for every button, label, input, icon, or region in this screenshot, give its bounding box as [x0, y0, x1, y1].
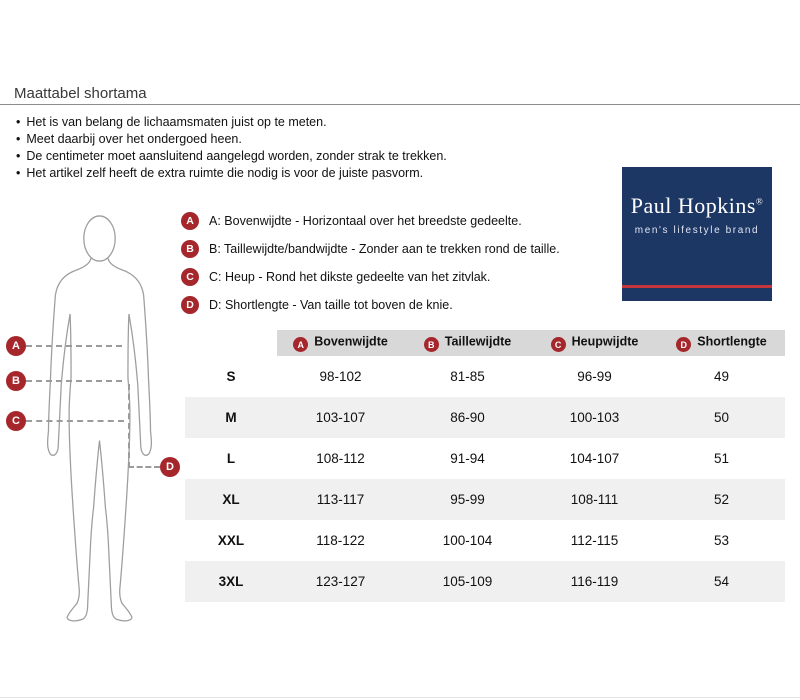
legend-item-c	[181, 267, 560, 286]
cell-value: 103-107	[315, 410, 366, 425]
page-bottom-border	[0, 697, 800, 698]
cell-value: 96-99	[577, 369, 612, 384]
cell-value: 81-85	[450, 369, 485, 384]
legend-item-d	[181, 295, 560, 314]
legend-text-d: D: Shortlengte - Van taille tot boven de knie.	[209, 297, 453, 312]
logo-red-line	[622, 285, 772, 288]
body-silhouette	[22, 213, 177, 625]
registered-mark: ®	[755, 196, 764, 207]
cell-value: 108-112	[316, 451, 365, 466]
cell-value: 91-94	[450, 451, 485, 466]
header-badge-d: D	[676, 337, 691, 352]
head-outline	[84, 216, 115, 261]
cell-value: 95-99	[450, 492, 485, 507]
cell-value: 100-103	[569, 410, 620, 425]
legend-item-a	[181, 211, 560, 230]
note-item: • Meet daarbij over het ondergoed heen.	[16, 131, 447, 148]
header-cell-shortlengte	[658, 330, 785, 356]
cell-value: 86-90	[450, 410, 485, 425]
legend-badge-a: A	[181, 212, 199, 230]
cell-value: 98-102	[319, 369, 362, 384]
cell-size: M	[225, 410, 237, 425]
header-label-heupwijdte: Heupwijdte	[571, 334, 639, 349]
brand-name	[622, 193, 772, 219]
cell-value: 123-127	[315, 574, 366, 589]
header-cell-taillewijdte	[404, 330, 531, 356]
cell-value: 112-115	[570, 533, 619, 548]
measurement-legend	[181, 211, 560, 323]
cell-value: 105-109	[442, 574, 493, 589]
legend-text-a: A: Bovenwijdte - Horizontaal over het breedste gedeelte.	[209, 213, 522, 228]
table-row-l	[185, 438, 785, 479]
cell-value: 116-119	[570, 574, 619, 589]
table-header-row	[185, 330, 785, 356]
measure-line-c	[26, 420, 124, 422]
cell-value: 113-117	[316, 492, 365, 507]
note-item: • Het artikel zelf heeft de extra ruimte die nodig is voor de juiste pasvorm.	[16, 165, 447, 182]
cell-value: 52	[713, 492, 730, 507]
cell-value: 100-104	[442, 533, 493, 548]
header-cell-heupwijdte	[531, 330, 658, 356]
header-badge-a: A	[293, 337, 308, 352]
cell-value: 51	[713, 451, 730, 466]
page-title: Maattabel shortama	[14, 85, 147, 102]
legend-text-b: B: Taillewijdte/bandwijdte - Zonder aan te trekken rond de taille.	[209, 241, 560, 256]
cell-value: 104-107	[569, 451, 620, 466]
header-label-bovenwijdte: Bovenwijdte	[314, 334, 388, 349]
table-row-m	[185, 397, 785, 438]
note-item: • Het is van belang de lichaamsmaten juist op te meten.	[16, 114, 447, 131]
legend-badge-c: C	[181, 268, 199, 286]
measurement-notes	[16, 114, 447, 182]
cell-size: XL	[222, 492, 240, 507]
cell-value: 54	[713, 574, 730, 589]
header-cell-bovenwijdte	[277, 330, 404, 356]
table-row-xxl	[185, 520, 785, 561]
cell-value: 49	[713, 369, 730, 384]
measure-line-a	[26, 345, 122, 347]
size-table	[185, 330, 785, 602]
body-outline	[48, 254, 152, 621]
measure-line-d-horizontal	[128, 466, 160, 468]
figure-badge-d: D	[160, 457, 180, 477]
legend-text-c: C: Heup - Rond het dikste gedeelte van het zitvlak.	[209, 269, 491, 284]
table-row-xl	[185, 479, 785, 520]
legend-item-b	[181, 239, 560, 258]
measure-line-d-vertical	[128, 384, 130, 468]
title-divider	[0, 104, 800, 105]
header-badge-b: B	[424, 337, 439, 352]
header-cell-empty	[185, 330, 277, 356]
cell-value: 50	[713, 410, 730, 425]
cell-value: 108-111	[570, 492, 619, 507]
cell-size: S	[226, 369, 236, 384]
table-row-3xl	[185, 561, 785, 602]
brand-name-text: Paul Hopkins	[630, 193, 756, 218]
brand-logo	[622, 167, 772, 301]
legend-badge-b: B	[181, 240, 199, 258]
cell-value: 53	[713, 533, 730, 548]
header-badge-c: C	[551, 337, 566, 352]
figure-badge-b: B	[6, 371, 26, 391]
cell-value: 118-122	[316, 533, 365, 548]
cell-size: L	[226, 451, 236, 466]
header-label-taillewijdte: Taillewijdte	[444, 334, 512, 349]
legend-badge-d: D	[181, 296, 199, 314]
note-item: • De centimeter moet aansluitend aangelegd worden, zonder strak te trekken.	[16, 148, 447, 165]
figure-badge-c: C	[6, 411, 26, 431]
table-row-s	[185, 356, 785, 397]
brand-tagline: men's lifestyle brand	[634, 225, 760, 236]
cell-size: 3XL	[218, 574, 244, 589]
header-label-shortlengte: Shortlengte	[697, 334, 767, 349]
cell-size: XXL	[217, 533, 245, 548]
measure-line-b	[26, 380, 122, 382]
figure-badge-a: A	[6, 336, 26, 356]
